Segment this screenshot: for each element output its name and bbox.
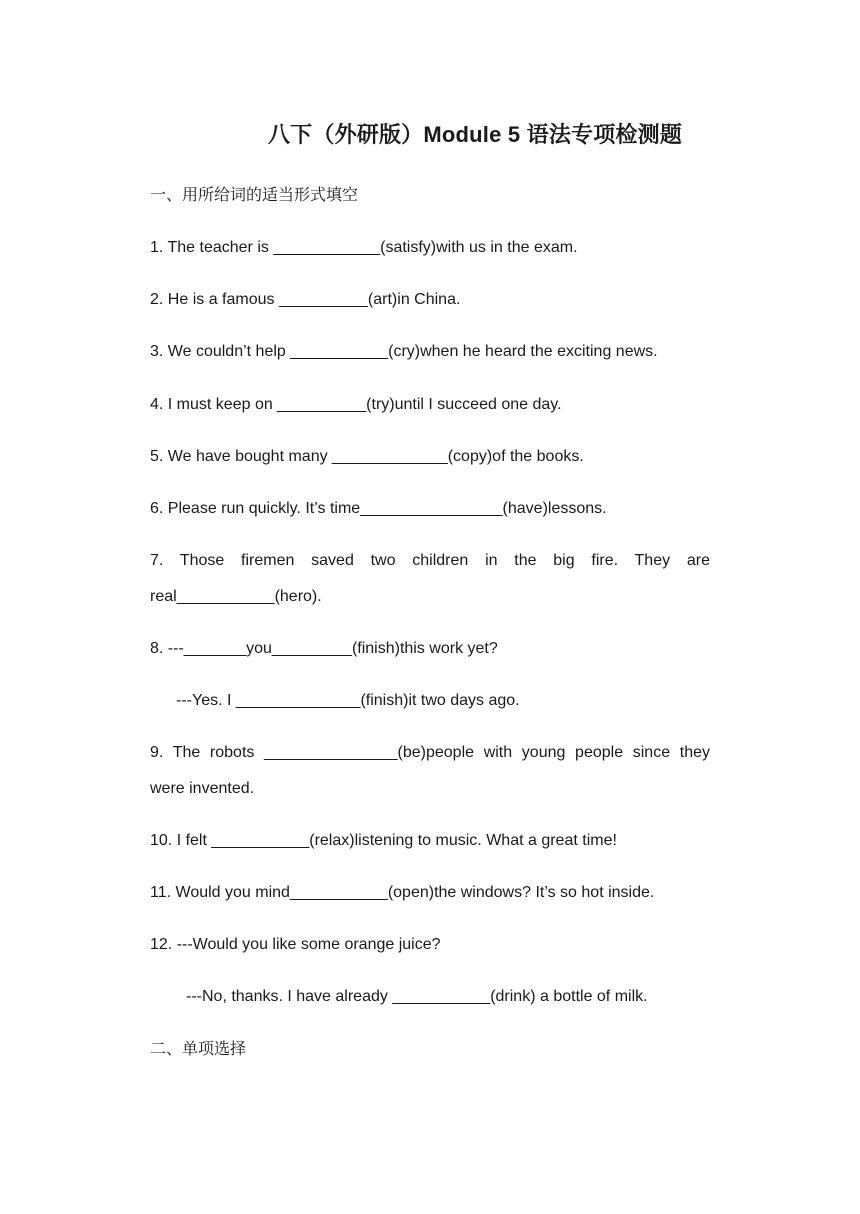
question-4: 4. I must keep on __________(try)until I succeed one day. (150, 396, 562, 413)
question-5: 5. We have bought many _____________(copy)of the books. (150, 448, 584, 465)
section-heading-multiple-choice: 二、单项选择 (150, 1041, 247, 1058)
question-3: 3. We couldn’t help ___________(cry)when he heard the exciting news. (150, 343, 658, 360)
question-9-line-2: were invented. (150, 780, 255, 797)
question-12-line-2: ---No, thanks. I have already ___________(drink) a bottle of milk. (186, 988, 648, 1005)
question-7-line-2: real___________(hero). (150, 588, 322, 605)
question-8-line-1: 8. ---_______you_________(finish)this work yet? (150, 640, 498, 657)
page-title: 八下（外研版）Module 5 语法专项检测题 (267, 122, 683, 147)
question-11: 11. Would you mind___________(open)the windows? It’s so hot inside. (150, 884, 655, 901)
section-heading-fill-in: 一、用所给词的适当形式填空 (150, 187, 359, 204)
question-1: 1. The teacher is ____________(satisfy)with us in the exam. (150, 239, 578, 256)
question-12-line-1: 12. ---Would you like some orange juice? (150, 936, 441, 953)
question-9-line-1: 9. The robots _______________(be)people with young people since they (150, 744, 710, 761)
question-2: 2. He is a famous __________(art)in China. (150, 291, 461, 308)
question-6: 6. Please run quickly. It’s time________________(have)lessons. (150, 500, 607, 517)
question-8-line-2: ---Yes. I ______________(finish)it two days ago. (176, 692, 520, 709)
question-10: 10. I felt ___________(relax)listening to music. What a great time! (150, 832, 617, 849)
question-7-line-1: 7. Those firemen saved two children in the big fire. They are (150, 552, 710, 569)
